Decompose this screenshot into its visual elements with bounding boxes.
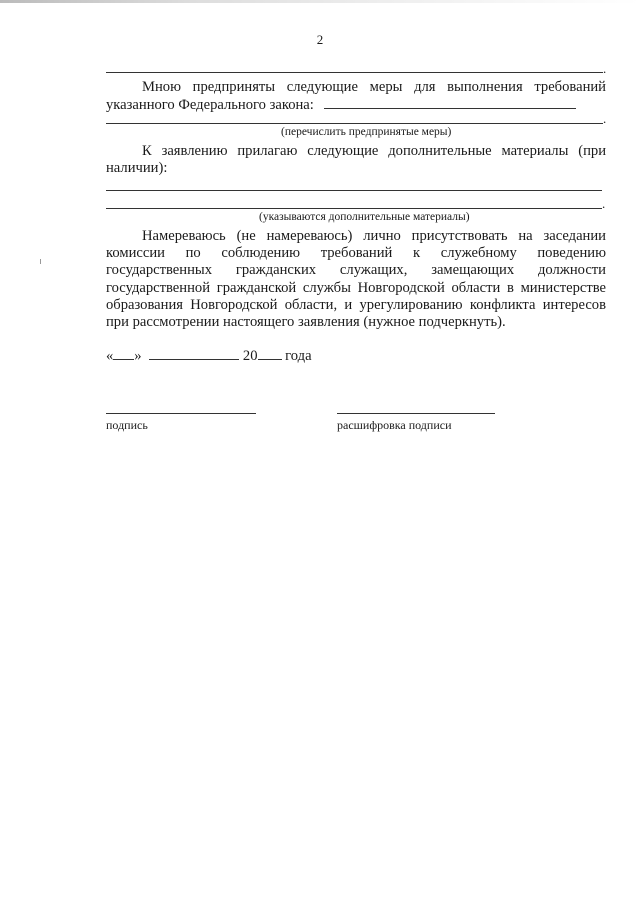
month-blank	[149, 347, 239, 360]
measures-caption: (перечислить предпринятые меры)	[281, 126, 452, 138]
signature-transcript-label: расшифровка подписи	[337, 418, 452, 432]
materials-blank-line-2	[106, 208, 602, 209]
page-number: 2	[316, 32, 324, 47]
intent-line-4: государственной гражданской службы Новгородской области в министерстве	[106, 280, 606, 296]
intent-line-3: государственных гражданских служащих, замещающих должности	[106, 262, 606, 278]
intent-last-line: при рассмотрении настоящего заявления (нужное подчеркнуть).	[106, 314, 506, 330]
materials-line-2: наличии):	[106, 160, 168, 176]
date-open-quote: «	[106, 348, 114, 364]
signature-label: подпись	[106, 418, 148, 432]
materials-line-1: К заявлению прилагаю следующие дополнительные материалы (при	[142, 143, 606, 159]
signature-line	[106, 413, 256, 414]
intent-line-2: комиссии по соблюдению требований к служебному поведению	[106, 245, 606, 261]
measures-line-2-text: указанного Федерального закона:	[106, 97, 314, 113]
blank-line	[106, 72, 603, 73]
measures-line-1: Мною предприняты следующие меры для выполнения требований	[142, 79, 606, 95]
intent-line-1: Намереваюсь (не намереваюсь) лично присутствовать на заседании	[142, 228, 606, 244]
measures-blank	[324, 96, 576, 109]
line-end-dot: .	[603, 61, 607, 76]
date-line	[106, 347, 312, 365]
day-blank	[113, 347, 134, 360]
intent-line-5: образования Новгородской области, и урегулированию конфликта интересов	[106, 297, 606, 313]
year-blank	[258, 347, 282, 360]
year-century: 20	[242, 348, 258, 364]
scan-edge	[0, 0, 640, 3]
line-end-dot: .	[602, 196, 606, 211]
materials-caption: (указываются дополнительные материалы)	[259, 211, 470, 223]
scan-mark	[40, 259, 41, 264]
measures-blank-line	[106, 123, 603, 124]
date-suffix: года	[285, 348, 312, 364]
line-end-dot: .	[603, 111, 607, 126]
materials-blank-line-1	[106, 190, 602, 191]
signature-transcript-line	[337, 413, 495, 414]
date-close-quote: »	[134, 348, 142, 364]
measures-line-2	[106, 96, 576, 114]
